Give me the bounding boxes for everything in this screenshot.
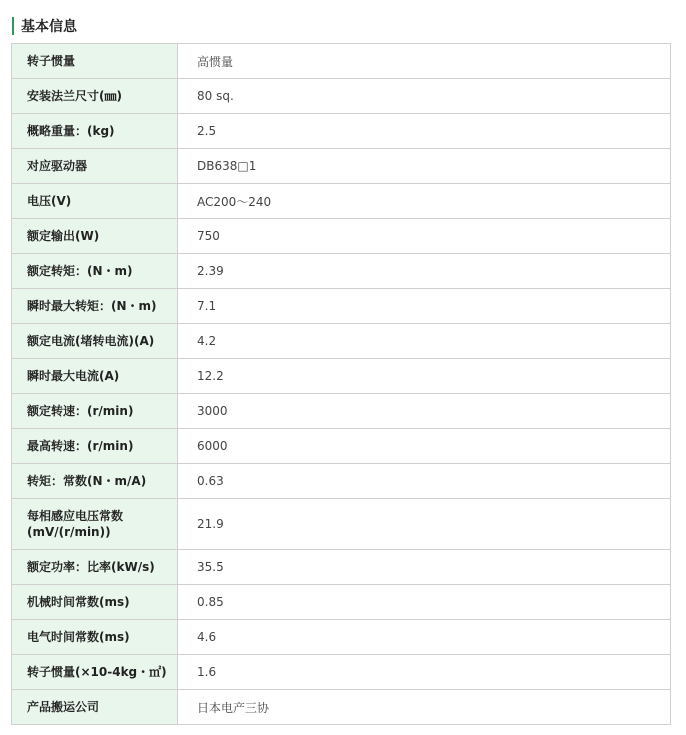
spec-value: 1.6: [178, 655, 671, 690]
spec-value: 0.63: [178, 464, 671, 499]
spec-label: 额定电流(堵转电流)(A): [12, 324, 178, 359]
spec-value: 35.5: [178, 550, 671, 585]
table-row: [12, 550, 671, 585]
table-row: [12, 690, 671, 725]
spec-value: 4.6: [178, 620, 671, 655]
table-row: [12, 324, 671, 359]
spec-value: 日本电产三协: [178, 690, 671, 725]
spec-value: AC200～240: [178, 184, 671, 219]
spec-table: [11, 43, 671, 725]
spec-label: 机械时间常数(ms): [12, 585, 178, 620]
table-row: [12, 359, 671, 394]
table-row: [12, 149, 671, 184]
spec-label: 瞬时最大电流(A): [12, 359, 178, 394]
spec-label: 转矩：常数(N・m/A): [12, 464, 178, 499]
spec-label: 概略重量：(kg): [12, 114, 178, 149]
spec-value: 6000: [178, 429, 671, 464]
spec-label: 瞬时最大转矩：(N・m): [12, 289, 178, 324]
table-row: [12, 464, 671, 499]
spec-value: 2.39: [178, 254, 671, 289]
table-row: [12, 254, 671, 289]
spec-value: 7.1: [178, 289, 671, 324]
spec-label: 额定输出(W): [12, 219, 178, 254]
spec-label: 电气时间常数(ms): [12, 620, 178, 655]
table-row: [12, 289, 671, 324]
spec-label: 电压(V): [12, 184, 178, 219]
table-row: [12, 79, 671, 114]
spec-value: 21.9: [178, 499, 671, 550]
section-title: 基本信息: [21, 19, 77, 35]
spec-value: DB638□1: [178, 149, 671, 184]
spec-label: 每相感应电压常数(mV/(r/min)): [12, 499, 178, 550]
table-row: [12, 429, 671, 464]
table-row: [12, 114, 671, 149]
spec-label: 转子惯量: [12, 44, 178, 79]
table-row: [12, 184, 671, 219]
table-row: [12, 620, 671, 655]
spec-label: 转子惯量(×10-4kg・㎡): [12, 655, 178, 690]
section-accent-bar: [12, 17, 14, 35]
spec-value: 12.2: [178, 359, 671, 394]
spec-label: 对应驱动器: [12, 149, 178, 184]
spec-label: 安装法兰尺寸(㎜): [12, 79, 178, 114]
spec-value: 3000: [178, 394, 671, 429]
spec-label: 额定功率：比率(kW/s): [12, 550, 178, 585]
table-row: [12, 585, 671, 620]
spec-value: 750: [178, 219, 671, 254]
spec-value: 高惯量: [178, 44, 671, 79]
table-row: [12, 655, 671, 690]
table-row: [12, 44, 671, 79]
spec-label: 额定转速：(r/min): [12, 394, 178, 429]
table-row: [12, 394, 671, 429]
spec-value: 2.5: [178, 114, 671, 149]
spec-value: 4.2: [178, 324, 671, 359]
spec-label: 最高转速：(r/min): [12, 429, 178, 464]
table-row: [12, 499, 671, 550]
spec-label: 产品搬运公司: [12, 690, 178, 725]
table-row: [12, 219, 671, 254]
spec-value: 80 sq.: [178, 79, 671, 114]
spec-value: 0.85: [178, 585, 671, 620]
section-header: [12, 17, 77, 35]
spec-label: 额定转矩：(N・m): [12, 254, 178, 289]
